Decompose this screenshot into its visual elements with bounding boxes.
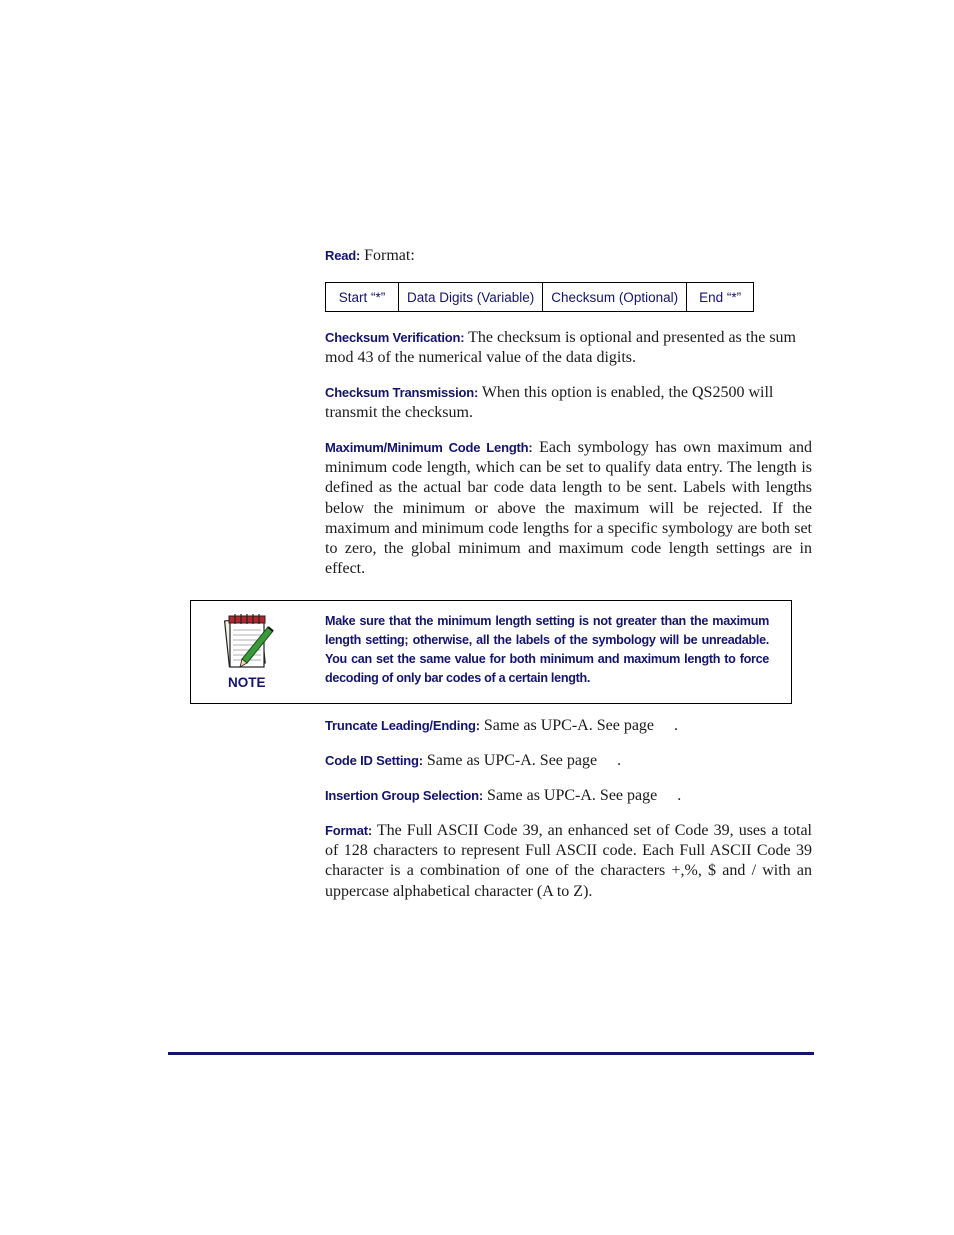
code-length-paragraph bbox=[325, 438, 812, 579]
read-paragraph bbox=[325, 246, 812, 266]
read-text: Format: bbox=[360, 247, 415, 264]
note-label: NOTE bbox=[228, 675, 266, 690]
code-id-paragraph bbox=[325, 751, 812, 771]
format-cell-end: End “*” bbox=[687, 283, 754, 312]
truncate-text: Same as UPC-A. See page . bbox=[479, 717, 679, 734]
code-id-label: Code ID Setting: bbox=[325, 753, 423, 768]
checksum-transmission-paragraph bbox=[325, 383, 812, 423]
truncate-paragraph bbox=[325, 716, 812, 736]
format-text: The Full ASCII Code 39, an enhanced set of Code 39, uses a total of 128 characters to represent Full ASCII code. Each Full ASCII Code 39 character is a combination of one of the characters +,%, $ and / with an uppercase alphabetical character (A to Z). bbox=[325, 822, 812, 900]
note-box bbox=[190, 600, 792, 704]
note-text: Make sure that the minimum length setting is not greater than the maximum length setting; otherwise, all the labels of the symbology will be unreadable. You can set the same value for both minimum and maximum length to force decoding of only bar codes of a certain length. bbox=[325, 614, 769, 685]
code-id-text: Same as UPC-A. See page . bbox=[422, 752, 622, 769]
insertion-group-text: Same as UPC-A. See page . bbox=[483, 787, 682, 804]
checksum-verification-label: Checksum Verification: bbox=[325, 330, 465, 345]
footer-rule bbox=[168, 1052, 814, 1055]
checksum-verification-text: The checksum is optional and presented as the sum mod 43 of the numerical value of the data digits. bbox=[325, 329, 796, 367]
read-label: Read: bbox=[325, 248, 361, 263]
format-cell-checksum: Checksum (Optional) bbox=[543, 283, 687, 312]
checksum-transmission-label: Checksum Transmission: bbox=[325, 385, 479, 400]
notepad-pen-icon bbox=[221, 613, 275, 673]
insertion-group-label: Insertion Group Selection: bbox=[325, 788, 484, 803]
format-table-row bbox=[326, 283, 754, 312]
format-paragraph bbox=[325, 821, 812, 902]
code-length-text: Each symbology has own maximum and minimum code length, which can be set to qualify data entry. The length is defined as the actual bar code data length to be sent. Labels with lengths below the minimum or above the maximum will be rejected. If the maximum and minimum code lengths for a specific symbology are both set to zero, the global minimum and maximum code length settings are in effect. bbox=[325, 439, 812, 578]
code-length-label: Maximum/Minimum Code Length: bbox=[325, 440, 533, 455]
format-table bbox=[325, 282, 754, 312]
truncate-label: Truncate Leading/Ending: bbox=[325, 718, 480, 733]
checksum-verification-paragraph bbox=[325, 328, 812, 368]
format-cell-start: Start “*” bbox=[326, 283, 399, 312]
insertion-group-paragraph bbox=[325, 786, 812, 806]
format-label: Format: bbox=[325, 823, 372, 838]
format-cell-data-digits: Data Digits (Variable) bbox=[399, 283, 543, 312]
checksum-transmission-text: When this option is enabled, the QS2500 will transmit the checksum. bbox=[325, 384, 774, 422]
